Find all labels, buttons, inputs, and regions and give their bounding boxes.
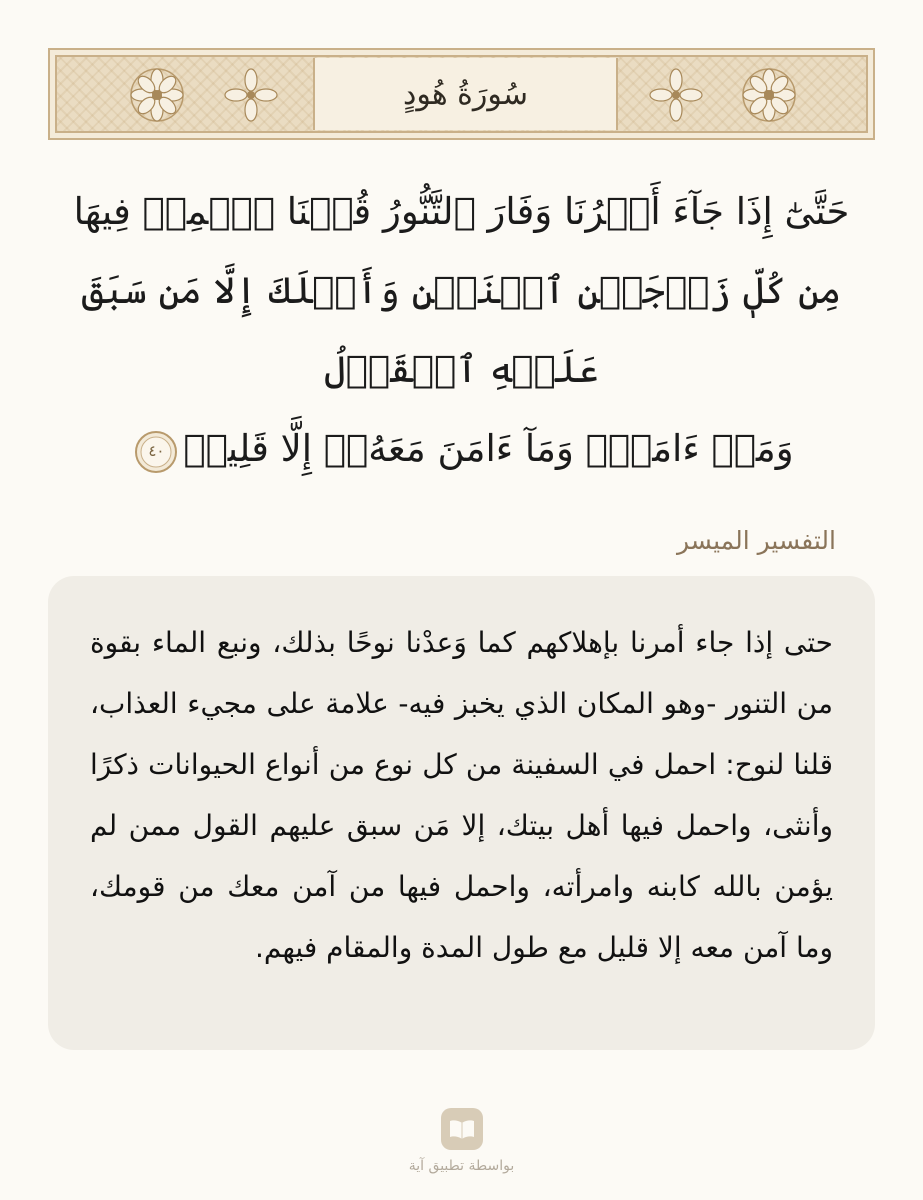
quran-book-icon [441,1108,483,1150]
verse-text [40,172,883,488]
surah-header-banner [48,48,875,140]
verse-line-3 [40,409,883,488]
right-inner-rosette-ornament-icon [647,66,705,124]
right-rosette-ornament-icon [740,66,798,124]
verse-line-3-text: وَمَنۡ ءَامَنَۚ وَمَآ ءَامَنَ مَعَهُۥٓ إِلَّا قَلِيلٞ [183,427,794,470]
ayah-number-marker [133,429,179,475]
tafsir-card [48,576,875,1050]
surah-name: سُورَةُ هُودٍ [402,76,529,112]
left-inner-rosette-ornament-icon [222,66,280,124]
left-rosette-ornament-icon [128,66,186,124]
tafsir-body: حتى إذا جاء أمرنا بإهلاكهم كما وَعدْنا نوحًا بذلك، ونبع الماء بقوة من التنور -وهو المكان الذي يخبز فيه- علامة على مجيء العذاب، قلنا لنوح: احمل في السفينة من كل نوع من أنواع الحيوانات ذكرًا وأنثى، واحمل فيها أهل بيتك، إلا مَن سبق عليهم القول ممن لم يؤمن بالله كابنه وامرأته، واحمل فيها من آمن معك من قومك، وما آمن معه إلا قليل مع طول المدة والمقام فيهم. [90,626,833,964]
footer-attribution: بواسطة تطبيق آية [408,1158,515,1174]
surah-name-cartouche [313,58,618,130]
verse-line-1: حَتَّىٰٓ إِذَا جَآءَ أَمۡرُنَا وَفَارَ ٱلتَّنُّورُ قُلۡنَا ٱحۡمِلۡ فِيهَا [73,190,850,233]
open-book-icon [449,1118,475,1140]
verse-line-2: مِن كُلّٖ زَوۡجَيۡنِ ٱثۡنَيۡنِ وَأَهۡلَكَ إِلَّا مَن سَبَقَ عَلَيۡهِ ٱلۡقَوۡلُ [81,269,842,391]
tafsir-title: التفسير الميسر [677,526,836,555]
ayah-number: ٤٠ [148,442,165,460]
